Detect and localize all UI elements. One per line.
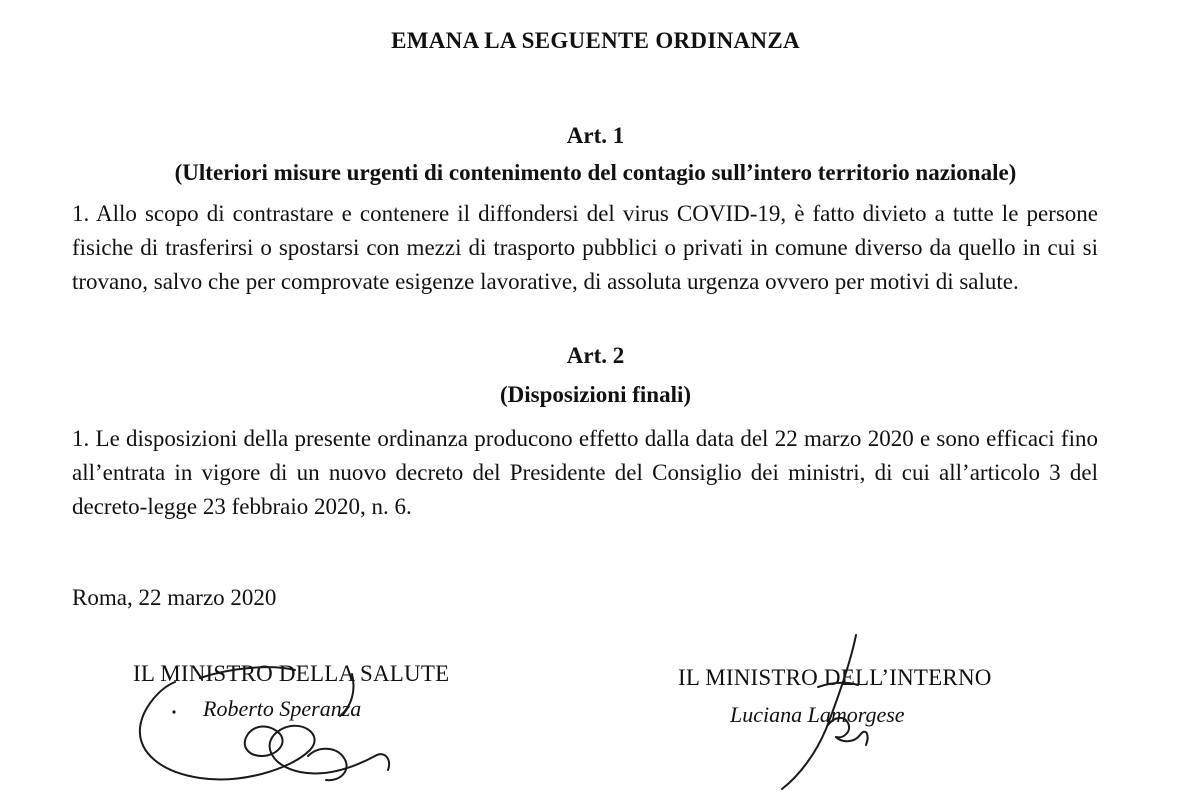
interior-minister-title: IL MINISTRO DELL’INTERNO (678, 665, 992, 690)
article-2-paragraph: 1. Le disposizioni della presente ordinanza producono effetto dalla data del 22 marzo 2020 e sono efficaci fino all’entrata in vigore di un nuovo decreto del Presidente del Consiglio dei ministri, di cui all’articolo 3 del decreto-legge 23 febbraio 2020, n. 6. (72, 426, 1098, 519)
interior-minister-name: Luciana Lamorgese (730, 702, 905, 727)
place-date: Roma, 22 marzo 2020 (72, 585, 277, 610)
main-heading: EMANA LA SEGUENTE ORDINANZA (391, 28, 800, 53)
health-minister-title: IL MINISTRO DELLA SALUTE (133, 661, 450, 686)
health-minister-name: Roberto Speranza (203, 696, 362, 721)
article-2-title: Art. 2 (566, 343, 625, 368)
article-1-subtitle: (Ulteriori misure urgenti di contenimento del contagio sull’intero territorio nazionale) (174, 160, 1017, 185)
article-1-title: Art. 1 (566, 123, 625, 148)
article-1-paragraph: 1. Allo scopo di contrastare e contenere il diffondersi del virus COVID-19, è fatto divieto a tutte le persone fisiche di trasferirsi o spostarsi con mezzi di trasporto pubblici o privati in comune diverso da quello in cui si trovano, salvo che per comprovate esigenze lavorative, di assoluta urgenza ovvero per motivi di salute. (72, 201, 1098, 294)
article-2-subtitle: (Disposizioni finali) (499, 382, 692, 407)
